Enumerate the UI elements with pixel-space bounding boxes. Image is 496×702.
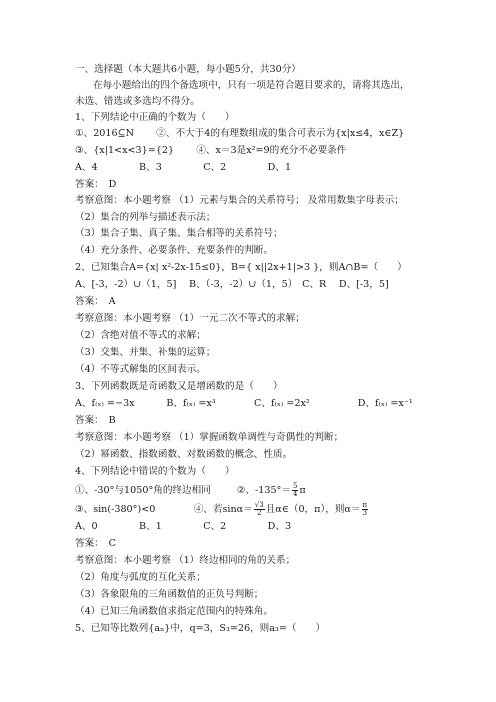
q1-analysis-1: 考察意图：本小题考察 （1）元素与集合的关系符号； 及常用数集字母表示； [75, 195, 404, 206]
q4-analysis-1: 考察意图：本小题考察 （1）终边相同的角的关系； [75, 555, 296, 566]
q1-stem: 1、下列结论中正确的个数为（ ） [75, 112, 235, 123]
instruction-line-1: 在每小题给出的四个备选项中，只有一项是符合题目要求的，请将其选出， [93, 80, 410, 91]
q4-option-1: ①、-30°与1050°角的终边相同 [75, 485, 211, 496]
q3-choices: A、f₍ₓ₎ =−3x B、f₍ₓ₎ =x³ C、f₍ₓ₎ =2x² D、f₍ₓ₎ =x⁻¹ [75, 398, 413, 409]
q4-option-3: ③、sin(-380°)<0 ④、若sinα＝ [75, 504, 253, 515]
q4-choices: A、0 B、1 C、2 D、3 [75, 521, 292, 532]
q2-choices: A、[-3，-2）∪（1，5] B、（-3，-2）∪（1，5） C、R D、[-3，5] [75, 279, 389, 290]
q3-analysis-2: （2）幂函数、指数函数、对数函数的概念、性质。 [75, 449, 293, 460]
q2-stem: 2、已知集合A={x| x²-2x-15≤0}，B={ x||2x+1|>3 }，则A∩B=（ ） [75, 262, 407, 273]
instruction-line-2: 未选、错选或多选均不得分。 [75, 96, 200, 107]
q4-stem: 4、下列结论中错误的个数为（ ） [75, 466, 235, 477]
q4-analysis-2: （2）角度与弧度的互化关系； [75, 572, 206, 583]
q4-analysis-4: （4）已知三角函数值求指定范围内的特殊角。 [75, 606, 273, 617]
q1-analysis-3: （3）集合子集、真子集、集合相等的关系符号； [75, 228, 283, 239]
q4-analysis-3: （3）各象限角的三角函数值的正负号判断； [75, 589, 264, 600]
q1-answer: 答案： D [75, 179, 117, 190]
q4-pi-third-fraction: $\frac{\pi}{3}$ [362, 501, 368, 517]
q5-stem: 5、已知等比数列{aₙ}中，q=3，S₃=26，则a₃=（ ） [75, 623, 326, 634]
q4-options-1: ①、-30°与1050°角的终边相同 ②、-135°＝ $\frac{5}{4}$ π [75, 482, 306, 498]
q4-option-2: ②、-135°＝ [236, 485, 291, 496]
q1-analysis-2: （2）集合的列举与描述表示法； [75, 212, 216, 223]
q4-options-2: ③、sin(-380°)<0 ④、若sinα＝ $\frac{√3}{2}$ 且α∈（0，π），则α＝ $\frac{\pi}{3}$ [75, 501, 368, 517]
q1-options-1: ①、2016⊆N ②、不大于4的有理数组成的集合可表示为{x|x≤4，x∈Z} [75, 128, 405, 139]
q1-analysis-4: （4）充分条件、必要条件、充要条件的判断。 [75, 245, 273, 256]
q2-analysis-1: 考察意图：本小题考察 （1）一元二次不等式的求解； [75, 313, 305, 324]
q2-analysis-2: （2）含绝对值不等式的求解； [75, 330, 206, 341]
section-heading: 一、选择题（本大题共6小题，每小题5分，共30分） [75, 64, 301, 75]
q2-analysis-4: （4）不等式解集的区间表示。 [75, 364, 206, 375]
q4-answer: 答案： C [75, 538, 116, 549]
q3-answer: 答案： B [75, 415, 116, 426]
q1-choices: A、4 B、3 C、2 D、1 [75, 162, 292, 173]
q3-analysis-1: 考察意图：本小题考察 （1）掌握函数单调性与奇偶性的判断； [75, 432, 344, 443]
q1-options-2: ③、{x|1<x<3}={2} ④、x＝3是x²=9的充分不必要条件 [75, 145, 347, 156]
q2-answer: 答案： A [75, 296, 116, 307]
q2-analysis-3: （3）交集、并集、补集的运算； [75, 347, 216, 358]
q4-option-2-fraction: $\frac{5}{4}$ [292, 482, 298, 498]
q3-stem: 3、下列函数既是奇函数又是增函数的是（ ） [75, 381, 283, 392]
q4-sqrt3-fraction: $\frac{√3}{2}$ [254, 501, 264, 517]
